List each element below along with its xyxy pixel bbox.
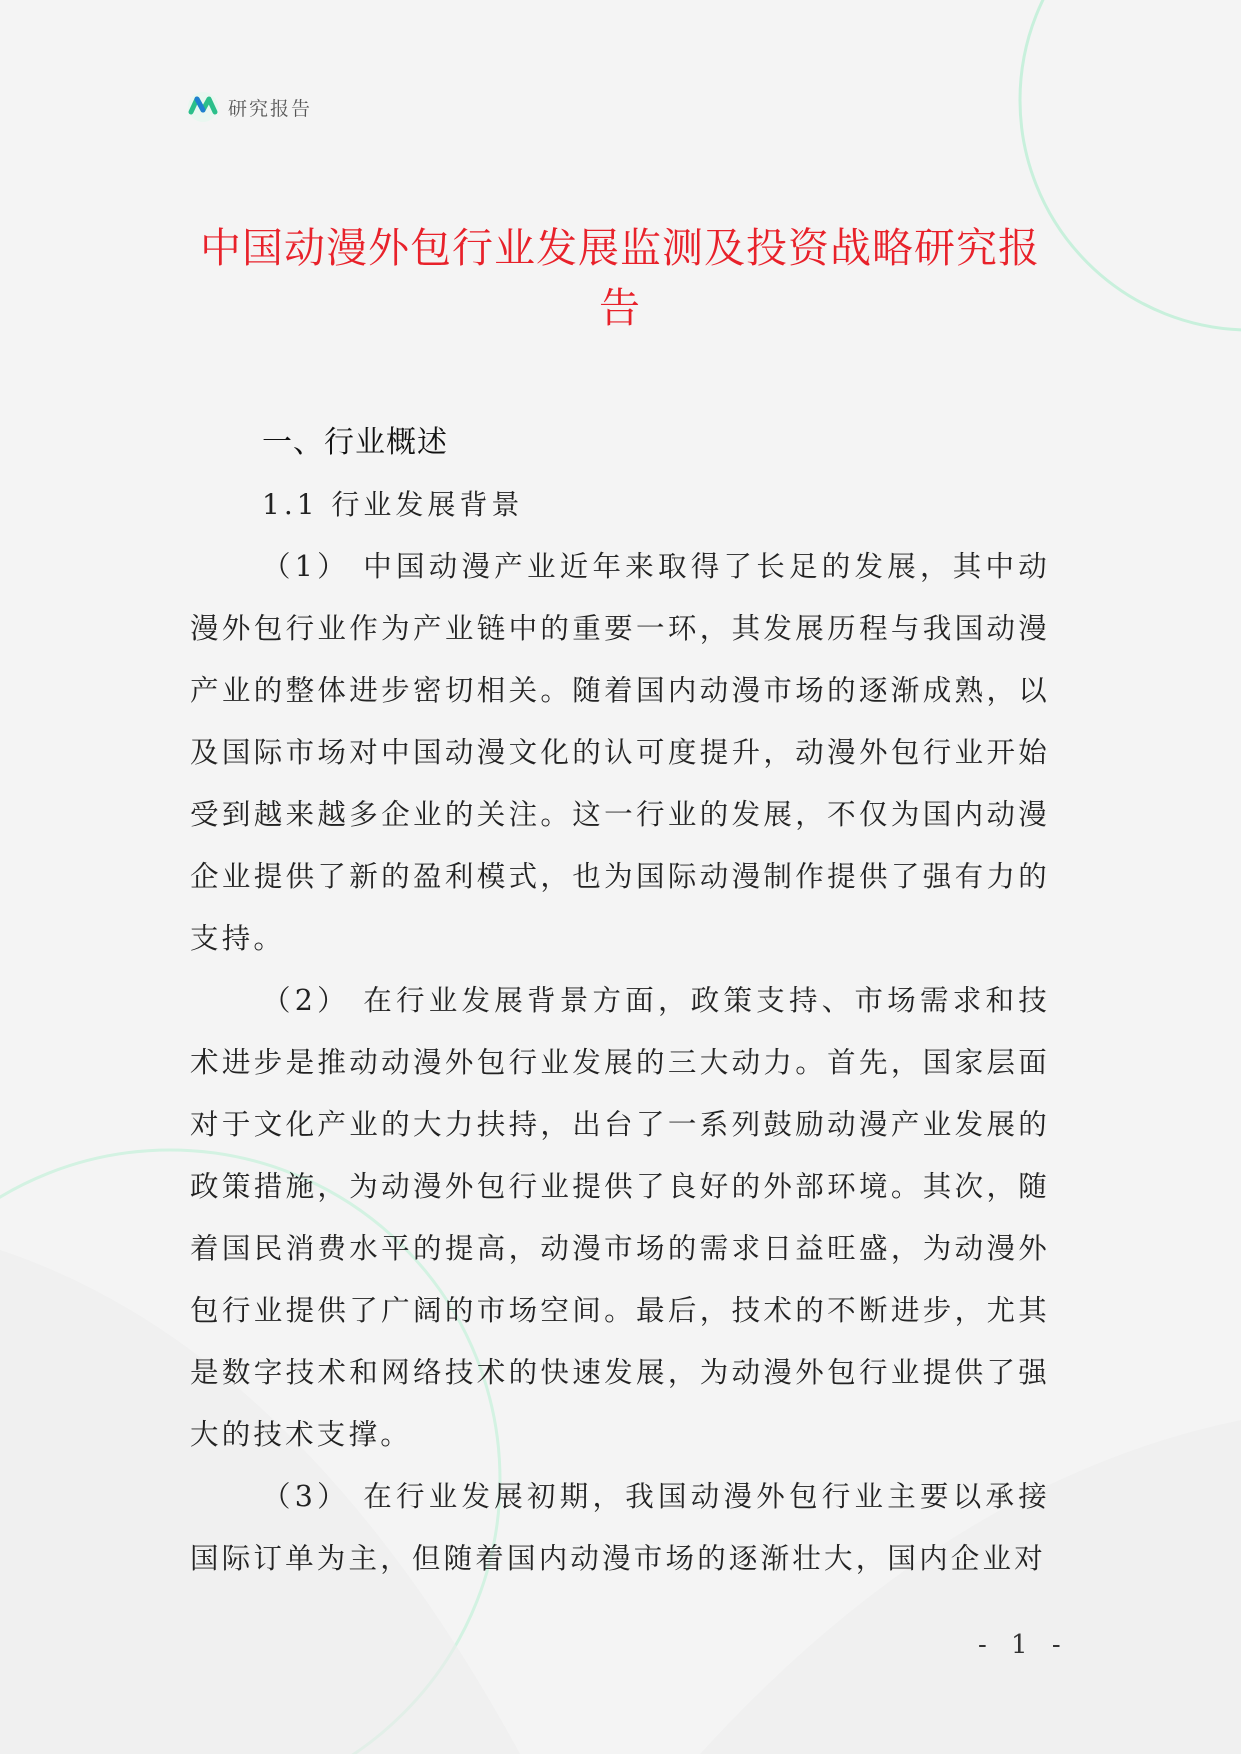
subsection-heading: 1.1 行业发展背景 [262, 488, 524, 521]
top-right-ring [1020, 0, 1241, 330]
document-body [190, 412, 1050, 1590]
paragraph-2: （2） 在行业发展背景方面，政策支持、市场需求和技术进步是推动动漫外包行业发展的三大动力。首先，国家层面对于文化产业的大力扶持，出台了一系列鼓励动漫产业发展的政策措施，为动漫外包行业提供了良好的外部环境。其次，随着国民消费水平的提高，动漫市场的需求日益旺盛，为动漫外包行业提供了广阔的市场空间。最后，技术的不断进步，尤其是数字技术和网络技术的快速发展，为动漫外包行业提供了强大的技术支撑。 [190, 984, 1050, 1451]
page-number: - 1 - [978, 1630, 1069, 1660]
report-header [186, 90, 312, 124]
brand-logo-icon [186, 90, 220, 124]
paragraph-3: （3） 在行业发展初期，我国动漫外包行业主要以承接国际订单为主，但随着国内动漫市场的逐渐壮大，国内企业对 [190, 1480, 1050, 1575]
document-title: 中国动漫外包行业发展监测及投资战略研究报告 [200, 224, 1040, 332]
section-heading: 一、行业概述 [262, 425, 448, 460]
paragraph-1: （1） 中国动漫产业近年来取得了长足的发展，其中动漫外包行业作为产业链中的重要一环，其发展历程与我国动漫产业的整体进步密切相关。随着国内动漫市场的逐渐成熟，以及国际市场对中国动漫文化的认可度提升，动漫外包行业开始受到越来越多企业的关注。这一行业的发展，不仅为国内动漫企业提供了新的盈利模式，也为国际动漫制作提供了强有力的支持。 [190, 550, 1050, 955]
header-label: 研究报告 [228, 97, 313, 120]
